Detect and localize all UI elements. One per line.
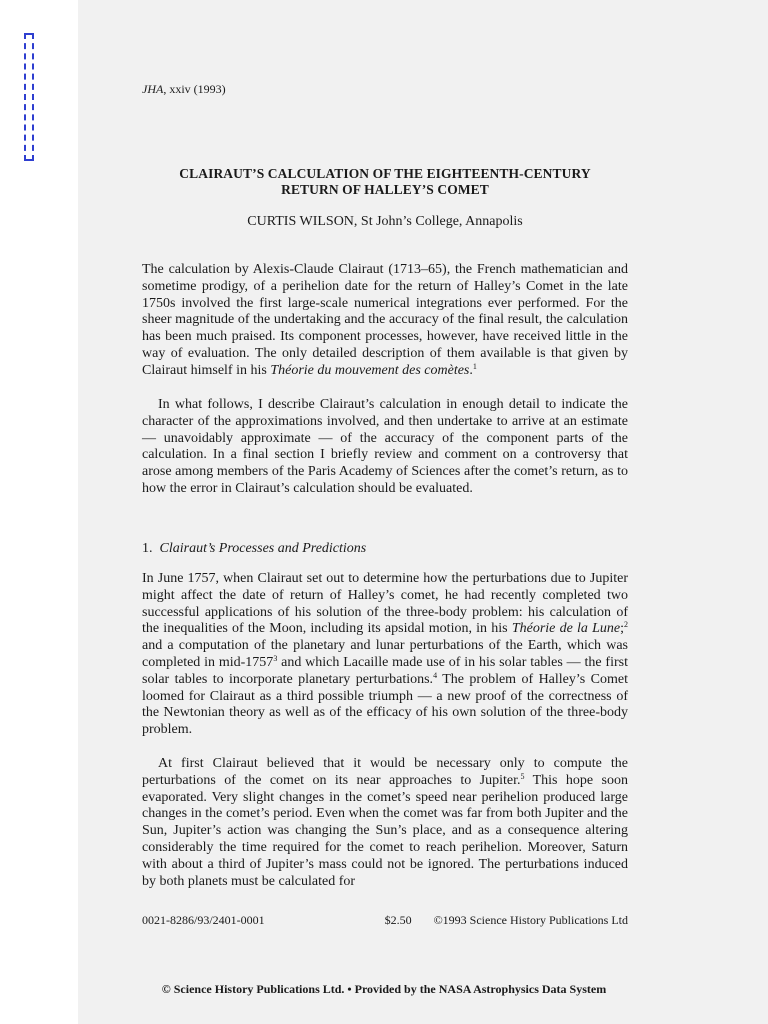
title-line-2: RETURN OF HALLEY’S COMET [281, 182, 489, 197]
journal-volume: , xxiv (1993) [163, 82, 226, 96]
journal-name: JHA [142, 82, 164, 96]
follow-paragraph: In what follows, I describe Clairaut’s calculation in enough detail to indicate the character of the approximations involved, and then undertake to arrive at an estimate — unavoidably approximate — of the accuracy of the component parts of the calculation. In a final section I briefly review and comment on a controversy that arose among members of the Paris Academy of Sciences after the comet’s return, as to how the error in Clairaut’s calculation should be evaluated. [142, 397, 628, 496]
book-title: Théorie du mouvement des comètes [270, 362, 470, 378]
footnote-ref: 3 [273, 653, 278, 663]
article-title [142, 166, 628, 198]
journal-reference [142, 82, 226, 97]
author-line: CURTIS WILSON, St John’s College, Annapolis [247, 214, 523, 229]
footnote-ref: 1 [472, 361, 477, 371]
article-code: 0021-8286/93/2401-0001 [142, 913, 265, 927]
june-paragraph: In June 1757, when Clairaut set out to determine how the perturbations due to Jupiter might affect the date of return of Halley’s comet, he had recently completed two successful applications of his solution of the three-body problem: his calculation of the inequalities of the Moon, including its apsidal motion, in his Théorie de la Lune;$^2$ and a computation of the planetary and lunar perturbations of the Earth, which was completed in mid-1757$^3$ and which Lacaille made use of in his solar tables — the first solar tables to incorporate planetary perturbations.$^4$ The problem of Halley’s Comet loomed for Clairaut as a third possible triumph — a new proof of the correctness of the Newtonian theory as well as of the efficacy of his own solution of the three-body problem. [142, 571, 629, 738]
page-footer [142, 913, 628, 928]
first-paragraph: At first Clairaut believed that it would be necessary only to compute the perturbations of the comet on its near approaches to Jupiter.$^5$ This hope soon evaporated. Very slight changes in the comet’s speed near perihelion produced large changes in the comet’s period. Even when the comet was far from both Jupiter and the Sun, Jupiter’s action was changing the Sun’s place, and as a consequence altering considerably the time required for the comet to reach perihelion. Moreover, Saturn with about a third of Jupiter’s mass could not be ignored. The perturbations induced by both planets must be calculated for [142, 756, 628, 889]
selection-marker[interactable] [24, 33, 34, 161]
book-title: Théorie de la Lune [511, 621, 621, 637]
footnote-ref: 4 [433, 670, 438, 680]
ads-footer: © Science History Publications Ltd. • Provided by the NASA Astrophysics Data System [161, 982, 607, 996]
section-heading [142, 541, 366, 557]
title-line-1: CLAIRAUT’S CALCULATION OF THE EIGHTEENTH-CENTURY [179, 166, 591, 181]
intro-paragraph: The calculation by Alexis-Claude Clairaut (1713–65), the French mathematician and sometime prodigy, of a perihelion date for the return of Halley’s Comet in the late 1750s involved the first large-scale numerical integrations ever performed. For the sheer magnitude of the undertaking and the accuracy of the final result, the calculation has been much praised. Its component processes, however, have received little in the way of evaluation. The only detailed description of them available is that given by Clairaut himself in his Théorie du mouvement des comètes.$^1$ [142, 262, 628, 378]
price: $2.50 [384, 913, 412, 927]
footnote-ref: 5 [520, 771, 525, 781]
section-title: Clairaut’s Processes and Predictions [159, 541, 367, 556]
section-number: 1. [142, 541, 153, 556]
copyright: ©1993 Science History Publications Ltd [433, 913, 628, 927]
left-margin [0, 0, 78, 1024]
footnote-ref: 2 [624, 620, 629, 630]
